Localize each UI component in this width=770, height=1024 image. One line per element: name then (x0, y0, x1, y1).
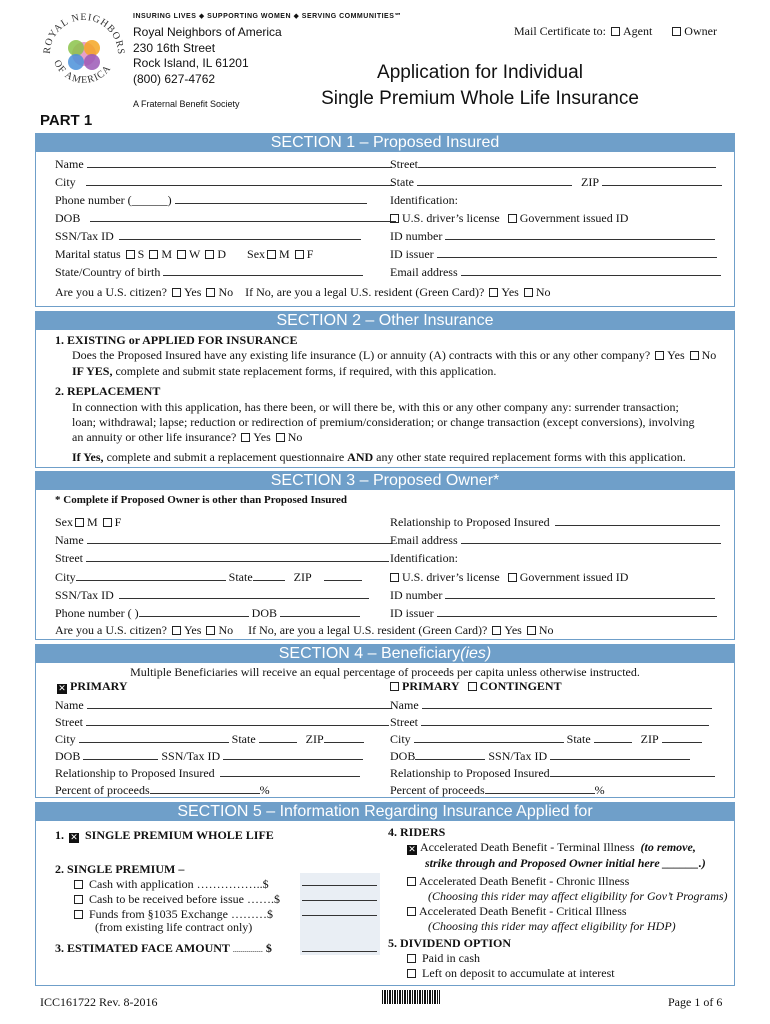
s3-relationship-field[interactable] (555, 515, 720, 526)
ms-w-label: W (189, 247, 201, 261)
s1-dob-label: DOB (55, 211, 81, 225)
s3-state-label: State (228, 570, 253, 584)
s5-d1-checkbox[interactable] (407, 954, 416, 963)
s4-city-label: City (55, 732, 76, 746)
s2-q1-text: Does the Proposed Insured have any existing life insurance (L) or annuity (A) contracts with this or any other company? (72, 348, 651, 362)
s5-item1-label: SINGLE PREMIUM WHOLE LIFE (85, 828, 274, 842)
s5-cash-checkbox[interactable] (74, 880, 83, 889)
s1-state-label: State (390, 175, 414, 189)
s1-birth-label: State/Country of birth (55, 265, 161, 279)
s4-percent-label: Percent of proceeds (55, 783, 150, 797)
ms-d-checkbox[interactable] (205, 250, 214, 259)
form-number: ICC161722 Rev. 8-2016 (40, 995, 158, 1009)
s5-cash-recv-field[interactable] (302, 900, 377, 901)
org-address (133, 25, 282, 87)
s2-q2-line2: loan; withdrawal; lapse; reduction or redirection of premium/consideration; or change transaction (except conversions), involving (72, 415, 695, 429)
s3-gov-label: Government issued ID (519, 570, 629, 584)
s1-sex-f-checkbox[interactable] (295, 250, 304, 259)
s3-resident-label: If No, are you a legal U.S. resident (Green Card)? (248, 623, 488, 637)
s3-phone-label: Phone number ( ) (55, 606, 139, 620)
s2-q2-ifyes-text1: complete and submit a replacement questionnaire (103, 450, 348, 464)
s3-idnum-field[interactable] (445, 588, 715, 599)
s3-resident-yes-checkbox[interactable] (492, 626, 501, 635)
s4-zip-field[interactable] (324, 732, 364, 743)
s2-q1-ifyes-bold: IF YES, (72, 364, 113, 378)
s3-dl-checkbox[interactable] (390, 573, 399, 582)
s3-state-field[interactable] (253, 570, 285, 581)
s4-primary-checkbox[interactable]: ✕ (58, 684, 66, 694)
s5-r3-checkbox[interactable] (407, 907, 416, 916)
s4-zip2-field[interactable] (662, 732, 702, 743)
s4-street2-label: Street (390, 715, 418, 729)
s4-ssn2-field[interactable] (550, 749, 690, 760)
s4-city2-label: City (390, 732, 411, 746)
ms-w-checkbox[interactable] (177, 250, 186, 259)
s1-city-label: City (55, 175, 76, 189)
s5-face-field[interactable] (302, 951, 377, 952)
s4-state-field[interactable] (259, 732, 297, 743)
page-number: Page 1 of 6 (668, 995, 723, 1009)
s5-d2-checkbox[interactable] (407, 969, 416, 978)
s3-ssn-label: SSN/Tax ID (55, 588, 114, 602)
s4-name2-label: Name (390, 698, 419, 712)
s1-email-field[interactable] (461, 265, 721, 276)
s5-d2-label: Left on deposit to accumulate at interest (422, 966, 615, 980)
s2-q2-line3: an annuity or other life insurance? (72, 430, 237, 444)
s1-citizen-yes-checkbox[interactable] (172, 288, 181, 297)
s1-marital-label: Marital status (55, 247, 121, 261)
s4-title: SECTION 4 – Beneficiary (278, 645, 461, 662)
s2-q1-no-label: No (701, 348, 717, 362)
s1-name-label: Name (55, 157, 84, 171)
s1-email-label: Email address (390, 265, 458, 279)
s4-name2-field[interactable] (422, 698, 712, 709)
s5-funds-field[interactable] (302, 915, 377, 916)
s5-r3-label: Accelerated Death Benefit - Critical Illness (419, 904, 627, 918)
s1-name-field[interactable] (87, 157, 392, 168)
ms-m-label: M (161, 247, 173, 261)
section-1-header: SECTION 1 – Proposed Insured (35, 133, 735, 152)
s4-city2-field[interactable] (414, 732, 564, 743)
org-name: Royal Neighbors of America (133, 25, 282, 39)
s1-citizen-yes-label: Yes (183, 285, 202, 299)
s1-citizen-label: Are you a U.S. citizen? (55, 285, 167, 299)
s3-city-field[interactable] (76, 570, 226, 581)
agent-checkbox[interactable] (611, 27, 620, 36)
s4-title-ital: (ies) (460, 645, 492, 662)
s4-dob2-label: DOB (390, 749, 416, 763)
s2-q2-no-checkbox[interactable] (276, 433, 285, 442)
s2-q1-ifyes-text: complete and submit state replacement forms, if required, with this application. (112, 364, 497, 378)
section-5-header: SECTION 5 – Information Regarding Insurance Applied for (35, 802, 735, 821)
s1-citizen-no-label: No (218, 285, 234, 299)
s2-q2-yes-label: Yes (253, 430, 271, 444)
tagline: INSURING LIVES ◆ SUPPORTING WOMEN ◆ SERVING COMMUNITIES℠ (133, 13, 403, 20)
s5-r1-label: Accelerated Death Benefit - Terminal Illness (420, 840, 635, 854)
s1-birth-field[interactable] (163, 265, 363, 276)
s2-q2-yes-checkbox[interactable] (241, 433, 250, 442)
s5-cash-recv-label: Cash to be received before issue …….$ (89, 892, 280, 906)
mail-certificate (514, 24, 717, 39)
s5-item3-title: 3. ESTIMATED FACE AMOUNT (55, 941, 230, 955)
s1-sex-m-checkbox[interactable] (267, 250, 276, 259)
s5-cash-recv-checkbox[interactable] (74, 895, 83, 904)
s1-sex-label: Sex (247, 247, 266, 261)
s5-item3-dots: ............... (232, 945, 263, 954)
s4-street-label: Street (55, 715, 83, 729)
s1-identification-label: Identification: (390, 193, 458, 207)
logo-text-bottom: OF AMERICA (51, 58, 114, 87)
s3-street-label: Street (55, 551, 83, 565)
s3-dob-label: DOB (251, 606, 277, 620)
address-line2: Rock Island, IL 61201 (133, 56, 249, 70)
s5-r3-note: (Choosing this rider may affect eligibility for HDP) (428, 919, 676, 933)
s5-funds-note: (from existing life contract only) (95, 920, 253, 934)
s4-ssn-label: SSN/Tax ID (161, 749, 221, 763)
s4-dob2-field[interactable] (415, 749, 485, 760)
s4-primary-label: PRIMARY (70, 679, 128, 693)
s3-street-field[interactable] (86, 551, 389, 562)
s1-zip-label: ZIP (581, 175, 599, 189)
society: A Fraternal Benefit Society (133, 99, 240, 109)
s3-resident-no-checkbox[interactable] (527, 626, 536, 635)
mail-cert-label: Mail Certificate to: (514, 24, 606, 38)
s1-dl-label: U.S. driver’s license (402, 211, 500, 225)
s4-percent2-field[interactable] (485, 783, 595, 794)
s3-sex-f-label: F (114, 515, 122, 529)
s2-q2-ifyes-text2: any other state required replacement forms with this application. (373, 450, 686, 464)
s5-cash-label: Cash with application ……………..$ (89, 877, 269, 891)
s5-r1-note: (to remove, (640, 840, 696, 854)
s5-r2-checkbox[interactable] (407, 877, 416, 886)
s5-cash-field[interactable] (302, 885, 377, 886)
s1-street-label: Street (390, 157, 418, 171)
ms-s-label: S (137, 247, 145, 261)
s1-idnum-field[interactable] (445, 229, 715, 240)
s1-ssn-field[interactable] (119, 229, 361, 240)
s3-ssn-field[interactable] (119, 588, 369, 599)
s3-note: * Complete if Proposed Owner is other than Proposed Insured (55, 494, 348, 506)
s3-dob-field[interactable] (280, 606, 360, 617)
s5-item4-title: 4. RIDERS (388, 825, 446, 839)
s1-state-field[interactable] (417, 175, 572, 186)
logo-text-top: ROYAL NEIGHBORS (41, 11, 127, 56)
s4-ssn-field[interactable] (223, 749, 363, 760)
s2-q1-no-checkbox[interactable] (690, 351, 699, 360)
s2-q2-ifyes-bold: If Yes, (72, 450, 104, 464)
s4-contingent-checkbox[interactable] (468, 682, 477, 691)
owner-checkbox[interactable] (672, 27, 681, 36)
s1-idissuer-field[interactable] (437, 247, 717, 258)
s3-idissuer-field[interactable] (437, 606, 717, 617)
s1-resident-yes-checkbox[interactable] (489, 288, 498, 297)
s3-resident-no-label: No (538, 623, 554, 637)
s4-percent2-label: Percent of proceeds (390, 783, 485, 797)
s1-citizen-no-checkbox[interactable] (206, 288, 215, 297)
s4-ssn2-label: SSN/Tax ID (488, 749, 548, 763)
s2-q2-no-label: No (287, 430, 303, 444)
s1-phone-label: Phone number (______) (55, 193, 172, 207)
s4-percent2-sign: % (594, 783, 605, 797)
s5-face-shade (300, 937, 380, 955)
s5-r2-note: (Choosing this rider may affect eligibility for Gov’t Programs) (428, 889, 728, 903)
s1-idnum-label: ID number (390, 229, 443, 243)
s4-contingent-label: CONTINGENT (479, 679, 562, 693)
section-2-header: SECTION 2 – Other Insurance (35, 311, 735, 330)
s1-sex-f-label: F (306, 247, 314, 261)
s3-citizen-yes-checkbox[interactable] (172, 626, 181, 635)
s4-dob-label: DOB (55, 749, 81, 763)
ms-m-checkbox[interactable] (149, 250, 158, 259)
s5-premium-shade (300, 873, 380, 941)
s1-phone-field[interactable] (175, 193, 367, 204)
ms-d-label: D (217, 247, 227, 261)
s4-note: Multiple Beneficiaries will receive an equal percentage of proceeds per capita unless otherwise instructed. (130, 665, 640, 679)
s3-email-label: Email address (390, 533, 458, 547)
address-line1: 230 16th Street (133, 40, 216, 55)
s3-sex-f-checkbox[interactable] (103, 518, 112, 527)
s5-item3-dollar: $ (265, 941, 272, 955)
s2-q1-title: 1. EXISTING or APPLIED FOR INSURANCE (55, 333, 298, 347)
s5-item5-title: 5. DIVIDEND OPTION (388, 936, 512, 950)
s3-relationship-label: Relationship to Proposed Insured (390, 515, 550, 529)
s3-idnum-label: ID number (390, 588, 443, 602)
part-label: PART 1 (40, 112, 93, 129)
s2-q2-and: AND (347, 450, 374, 464)
s3-zip-field[interactable] (324, 570, 362, 581)
s2-q1-yes-checkbox[interactable] (655, 351, 664, 360)
s4-percent-field[interactable] (150, 783, 260, 794)
s4-relationship-label: Relationship to Proposed Insured (55, 766, 215, 780)
s1-city-field[interactable] (86, 175, 394, 186)
s3-sex-label: Sex (55, 515, 73, 529)
s1-gov-label: Government issued ID (519, 211, 629, 225)
s1-zip-field[interactable] (602, 175, 722, 186)
s4-dob-field[interactable] (83, 749, 158, 760)
owner-label: Owner (684, 24, 717, 38)
s3-dl-label: U.S. driver’s license (402, 570, 500, 584)
s3-citizen-no-checkbox[interactable] (206, 626, 215, 635)
s5-item1-number: 1. (55, 828, 64, 842)
s2-q2-title: 2. REPLACEMENT (55, 384, 161, 398)
s3-citizen-no-label: No (218, 623, 234, 637)
s2-q1-yes-label: Yes (667, 348, 685, 362)
s4-zip2-label: ZIP (640, 732, 659, 746)
s4-street-field[interactable] (86, 715, 389, 726)
s3-zip-label: ZIP (293, 570, 312, 584)
s5-r2-label: Accelerated Death Benefit - Chronic Illness (419, 874, 630, 888)
s4-primary2-checkbox[interactable] (390, 682, 399, 691)
s4-name-field[interactable] (87, 698, 392, 709)
s3-sex-m-label: M (87, 515, 98, 529)
s5-r1-note2: strike through and Proposed Owner initial here ______.) (425, 856, 706, 870)
s1-dob-field[interactable] (90, 211, 396, 222)
s2-q2-line1: In connection with this application, has there been, or will there be, with this or any other company any: surrender transaction; (72, 400, 679, 414)
s4-street2-field[interactable] (421, 715, 709, 726)
s1-sex-m-label: M (279, 247, 290, 261)
s1-gov-checkbox[interactable] (508, 214, 517, 223)
s3-email-field[interactable] (461, 533, 721, 544)
s3-citizen-label: Are you a U.S. citizen? (55, 623, 167, 637)
s4-zip-label: ZIP (305, 732, 324, 746)
s3-resident-yes-label: Yes (504, 623, 522, 637)
s4-state2-field[interactable] (594, 732, 632, 743)
s4-relationship2-label: Relationship to Proposed Insured (390, 766, 550, 780)
s3-phone-field[interactable] (139, 606, 249, 617)
s3-identification-label: Identification: (390, 551, 458, 565)
s5-item1-checkbox[interactable]: ✕ (70, 833, 78, 843)
s1-resident-no-checkbox[interactable] (524, 288, 533, 297)
s4-state2-label: State (566, 732, 591, 746)
s1-resident-no-label: No (535, 285, 551, 299)
s4-relationship-field[interactable] (220, 766, 360, 777)
s3-idissuer-label: ID issuer (390, 606, 434, 620)
s4-percent-sign: % (259, 783, 270, 797)
section-3-header: SECTION 3 – Proposed Owner* (35, 471, 735, 490)
title-line1: Application for Individual (377, 62, 583, 83)
s4-primary2-label: PRIMARY (402, 679, 460, 693)
s1-ssn-label: SSN/Tax ID (55, 229, 114, 243)
section-4-header (35, 644, 735, 663)
s5-d1-label: Paid in cash (422, 951, 480, 965)
form-title (290, 60, 670, 112)
title-line2: Single Premium Whole Life Insurance (321, 88, 639, 109)
agent-label: Agent (622, 24, 653, 38)
s5-funds-label: Funds from §1035 Exchange ………$ (89, 907, 273, 921)
s1-resident-yes-label: Yes (501, 285, 519, 299)
logo (40, 8, 128, 96)
s3-city-label: City (55, 570, 76, 584)
s3-name-field[interactable] (87, 533, 392, 544)
s1-street-field[interactable] (418, 157, 716, 168)
s4-name-label: Name (55, 698, 84, 712)
s1-idissuer-label: ID issuer (390, 247, 434, 261)
ms-s-checkbox[interactable] (126, 250, 135, 259)
s4-relationship2-field[interactable] (550, 766, 715, 777)
barcode (382, 990, 440, 1004)
s4-city-field[interactable] (79, 732, 229, 743)
s5-funds-checkbox[interactable] (74, 910, 83, 919)
s3-name-label: Name (55, 533, 84, 547)
s3-citizen-yes-label: Yes (183, 623, 202, 637)
s3-gov-checkbox[interactable] (508, 573, 517, 582)
s5-item2-title: 2. SINGLE PREMIUM – (55, 862, 185, 876)
s3-sex-m-checkbox[interactable] (75, 518, 84, 527)
s5-r1-checkbox[interactable]: ✕ (408, 845, 416, 855)
s4-state-label: State (231, 732, 256, 746)
org-phone: (800) 627-4762 (133, 71, 216, 86)
s1-dl-checkbox[interactable] (390, 214, 399, 223)
s1-resident-label: If No, are you a legal U.S. resident (Green Card)? (245, 285, 485, 299)
